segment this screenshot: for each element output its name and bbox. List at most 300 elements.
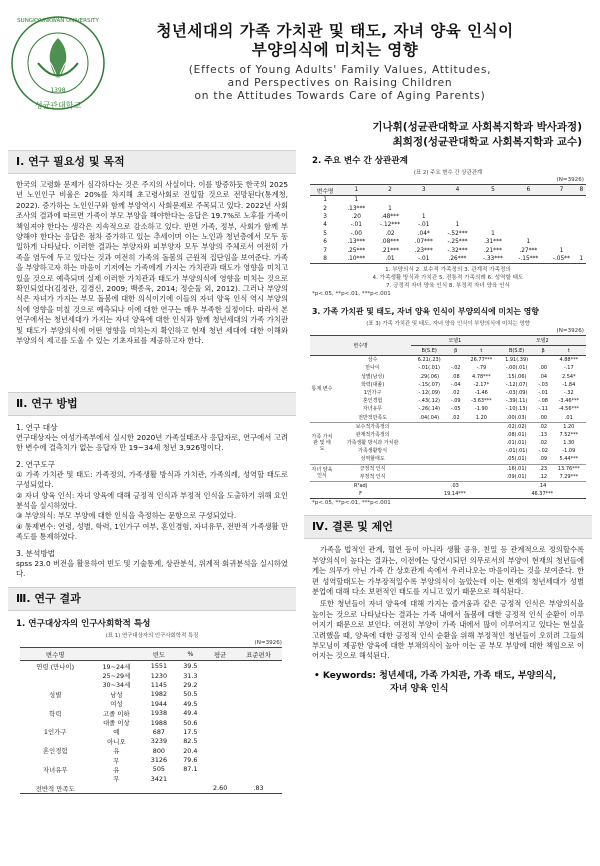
- keywords: [304, 670, 592, 696]
- table-3-cell: 4.88***: [559, 357, 579, 364]
- table-1-cell: [235, 765, 282, 774]
- table-3-subheader: β: [535, 346, 552, 356]
- table-3-cell: -.32: [563, 389, 574, 396]
- table-1-cell: 25~29세: [102, 672, 131, 681]
- table-2-caption: (표 2) 주요 변수 간 상관관계: [413, 170, 483, 176]
- table-2-row: [310, 204, 586, 212]
- table-2-cell: .08***: [381, 239, 399, 246]
- table-2-header: 변수명: [310, 185, 340, 196]
- table-3-cell: -.09: [450, 398, 461, 405]
- method-sub-2-item-3: ③ 부양의식: 부모 부양에 대한 인식을 측정하는 문항으로 구성되었다.: [16, 511, 237, 521]
- method-sub-1-body: 연구대상자는 여성가족부에서 실시한 2020년 가족실태조사 응답자로, 연구에서 고려한 변수에 결측치가 없는 응답자 만 19~34세 청년 3,926명이다.: [16, 433, 288, 453]
- table-3-row: [310, 405, 586, 413]
- table-3-cell: 1.91(.39): [505, 357, 529, 364]
- table-1-cell: 자녀유무: [42, 765, 68, 774]
- table-1-cell: [235, 727, 282, 736]
- seal-icon: [8, 8, 108, 118]
- table-3-f-value: 46.37***: [499, 490, 586, 499]
- table-2-cell: 1: [559, 247, 564, 254]
- table-3-cell: -1.90: [474, 406, 488, 413]
- table-2-cell: 3: [323, 213, 327, 220]
- results-sub-2: 2. 주요 변수 간 상관관계: [312, 156, 408, 166]
- table-2-cell: [577, 204, 586, 212]
- table-3-cell: -.00(.01): [505, 365, 528, 372]
- table-2-cell: 1: [388, 205, 392, 212]
- table-2-cell: -.52***: [447, 230, 468, 237]
- table-3-cell: -.05: [450, 406, 461, 413]
- svg-text:성균관대학교: 성균관대학교: [34, 101, 82, 110]
- section-1-heading: Ⅰ. 연구 필요성 및 목적: [8, 150, 296, 174]
- table-2-cell: [546, 213, 577, 221]
- table-3-cell: [411, 439, 447, 447]
- keywords-line-1: 청년세대, 가족 가치관, 가족 태도, 부양의식,: [379, 670, 557, 681]
- table-1-cell: 20.4: [183, 746, 198, 755]
- table-3-cell: .02: [539, 440, 548, 447]
- table-3-cell: 성별(남성): [360, 373, 385, 380]
- table-3-cell: -.04: [450, 381, 461, 388]
- results-sub-1: 1. 연구대상자의 인구사회학적 특성: [16, 619, 151, 630]
- table-2-cell: -.01: [418, 222, 430, 229]
- table-1-cell: [235, 671, 282, 680]
- table-1-cell: 30~34세: [102, 681, 131, 690]
- table-3-row: [310, 373, 586, 381]
- table-2-cell: [475, 196, 510, 205]
- table-1-cell: 800: [152, 746, 165, 755]
- table-2-note-2: 4. 가족생활 방식과 가치관 5. 전통적 가족의례 6. 성역할 태도: [372, 275, 524, 282]
- table-3-row: [310, 431, 586, 439]
- keywords-label: Keywords:: [322, 670, 377, 681]
- table-2-cell: [408, 204, 440, 212]
- table-1-cell: [20, 699, 90, 708]
- table-2-cell: [577, 238, 586, 246]
- table-3-cell: .00: [539, 414, 548, 421]
- table-3-cell: -2.17*: [473, 381, 490, 388]
- table-2-row: [310, 213, 586, 221]
- table-1-cell: 39.5: [183, 662, 198, 671]
- table-1-n: (N=3926): [254, 640, 282, 647]
- table-3-cell: .04(.04): [419, 414, 440, 421]
- table-1-caption: (표 1) 연구대상자의 인구사회학적 특징: [105, 633, 199, 640]
- table-1-cell: [235, 690, 282, 699]
- table-2-cell: .23***: [414, 247, 433, 254]
- table-2-cell: [577, 196, 586, 205]
- table-2-row: [310, 230, 586, 238]
- table-1-header: 표준편차: [235, 648, 282, 661]
- table-1-cell: [205, 718, 235, 727]
- table-3-cell: .00: [539, 365, 548, 372]
- table-1-cell: [235, 708, 282, 717]
- table-3-subheader: t: [464, 346, 498, 356]
- table-1-cell: [235, 661, 282, 671]
- table-1-cell: 82.5: [183, 737, 198, 746]
- table-3-cell: .13: [539, 431, 548, 438]
- table-2-cell: -.00: [350, 230, 362, 237]
- table-3-cell: 상수: [367, 357, 378, 364]
- table-2-header: 2: [372, 185, 407, 196]
- table-1-cell: 학력: [49, 709, 62, 718]
- table-3-r2-value: .14: [499, 481, 586, 490]
- table-1-cell: 연령 (만나이): [36, 662, 75, 671]
- table-2-cell: 1: [491, 230, 495, 237]
- table-1-cell: [235, 774, 282, 783]
- table-2-header: 6: [511, 185, 546, 196]
- title-en-line-3: on the Attitudes Towards Care of Aging Parents): [194, 90, 486, 102]
- table-3-cell: [447, 439, 464, 447]
- table-3-cell: 2.54*: [561, 373, 576, 380]
- method-sub-2: 2. 연구도구: [16, 459, 56, 469]
- table-3-cell: -.08: [538, 398, 548, 405]
- table-3-cell: [464, 464, 498, 473]
- right-column: [304, 150, 592, 696]
- table-3-cell: 1.20: [552, 422, 586, 431]
- table-2-cell: 8: [310, 255, 340, 264]
- table-1: [20, 647, 282, 793]
- table-2-cell: 4: [323, 222, 327, 229]
- table-3-cell: -.12(.09): [418, 389, 440, 396]
- table-3-f-label: F: [310, 490, 411, 499]
- table-3-r2-value: .03: [411, 481, 498, 490]
- table-1-cell: 1인가구: [43, 728, 67, 737]
- table-1-cell: [205, 765, 235, 774]
- table-1-cell: 49.4: [183, 709, 198, 718]
- table-3-row: [310, 473, 586, 482]
- author-1: 기나휘(성균관대학교 사회복지학과 박사과정): [372, 121, 582, 133]
- table-2-cell: .13***: [347, 239, 366, 246]
- table-1-cell: 아니오: [107, 737, 126, 746]
- table-3-cell: .23: [535, 464, 552, 473]
- table-1-cell: 3126: [150, 756, 168, 765]
- table-2-cell: [577, 213, 586, 221]
- table-3-group-label: 통제 변수: [311, 385, 333, 392]
- table-2-header: 8: [577, 185, 586, 196]
- table-3-f-value: 19.14***: [411, 490, 498, 499]
- table-2-row: [310, 246, 586, 254]
- table-3-cell: -.11: [538, 406, 548, 413]
- title-en-line-1: (Effects of Young Adults' Family Values, Attitudes,: [188, 64, 492, 76]
- table-1-row: [20, 774, 282, 783]
- table-3-cell: -.17: [563, 365, 574, 372]
- table-1-cell: 1551: [150, 662, 168, 671]
- table-2-cell: -.15***: [511, 255, 546, 264]
- poster-title-korean: [110, 22, 560, 60]
- method-sub-1: 1. 연구 대상: [16, 423, 58, 432]
- table-1-cell: 유: [113, 747, 120, 756]
- table-3-cell: [464, 455, 498, 464]
- table-3-cell: .16(.01): [499, 464, 535, 473]
- table-2-note-3: 7. 긍정적 자녀 양육 인식 8. 부정적 자녀 양육 인식: [386, 283, 510, 290]
- section-3-heading: Ⅲ. 연구 결과: [8, 587, 296, 611]
- table-2-cell: -.33***: [475, 255, 510, 264]
- table-2-cell: 6: [323, 239, 327, 246]
- table-2-cell: 1: [577, 255, 586, 264]
- table-3-cell: -.79: [476, 365, 487, 372]
- table-3-subheader: t: [552, 346, 586, 356]
- table-3-cell: .12: [539, 473, 548, 480]
- table-1-header: 평균: [205, 648, 235, 661]
- table-1-cell: 87.1: [183, 765, 198, 774]
- table-3-cell: -.43(.12): [418, 398, 440, 405]
- table-3: [310, 335, 586, 499]
- table-2-cell: 1: [526, 239, 531, 246]
- table-1-cell: 여성: [110, 700, 123, 709]
- table-1-cell: [20, 755, 90, 764]
- table-3-cell: 성역할태도: [360, 456, 385, 463]
- table-2-header: 7: [546, 185, 577, 196]
- table-1-cell: 1938: [150, 709, 168, 718]
- table-2-cell: .27***: [519, 247, 538, 254]
- table-2-cell: [511, 213, 546, 221]
- table-1-cell: 대졸 이상: [103, 719, 130, 727]
- table-3-cell: 13.76***: [552, 464, 586, 473]
- poster-title-english: [110, 64, 570, 103]
- table-2-cell: [440, 204, 475, 212]
- table-3-subheader: B(S.E): [499, 346, 535, 356]
- table-1-cell: [235, 737, 282, 746]
- table-1-cell: [205, 699, 235, 708]
- table-2-cell: 1: [354, 197, 359, 204]
- table-3-cell: 관계적가족정의: [355, 431, 390, 438]
- table-1-cell: 전반적 만족도: [20, 784, 90, 794]
- method-sub-3: 3. 분석방법: [16, 548, 56, 558]
- table-3-cell: [411, 473, 447, 482]
- table-3-cell: 전반적만족도: [358, 414, 388, 421]
- table-3-cell: -.26(.14): [418, 406, 440, 413]
- table-3-cell: -4.56***: [558, 406, 580, 413]
- table-3-cell: 1인가구: [363, 389, 382, 396]
- table-2-cell: 2: [323, 205, 327, 212]
- table-1-cell: [235, 755, 282, 764]
- table-1-cell: 1982: [150, 690, 168, 699]
- author-2: 최희정(성균관대학교 사회복지학과 교수): [392, 136, 582, 148]
- table-3-cell: -.12(.07): [505, 381, 528, 388]
- table-3-cell: -.02: [450, 365, 461, 372]
- table-3-row: [310, 397, 586, 405]
- table-3-cell: 1.30: [563, 440, 575, 447]
- table-2-cell: 5: [323, 230, 327, 237]
- table-3-cell: 4.78***: [472, 373, 491, 380]
- table-1-cell: 3421: [150, 774, 168, 783]
- table-1-cell: [205, 661, 235, 671]
- table-3-cell: 7.52***: [559, 431, 579, 438]
- table-3-row: [310, 356, 586, 365]
- table-1-cell: 무: [113, 775, 120, 784]
- table-2-cell: [577, 230, 586, 238]
- table-2-cell: [440, 213, 475, 221]
- table-3-cell: .02: [451, 389, 460, 396]
- table-3-cell: -.15(.07): [418, 381, 440, 388]
- table-2-cell: [475, 204, 510, 212]
- poster-header: [0, 0, 600, 148]
- table-3-cell: [464, 431, 498, 439]
- table-1-cell: 무: [113, 756, 120, 765]
- table-3-cell: [464, 439, 498, 447]
- table-1-row: [20, 699, 282, 708]
- table-3-cell: -.01(.01): [418, 365, 440, 372]
- table-3-cell: -.03(.09): [505, 389, 528, 396]
- table-1-cell: [142, 784, 175, 794]
- table-1-cell: [20, 718, 90, 727]
- table-1-cell: 17.5: [183, 727, 198, 736]
- table-1-cell: [175, 774, 205, 783]
- table-1-cell: 50.6: [183, 718, 198, 727]
- table-1-cell: [235, 680, 282, 689]
- table-1-cell: [175, 784, 205, 794]
- table-1-cell: [205, 680, 235, 689]
- table-3-cell: [447, 356, 464, 365]
- table-1-row: [20, 690, 282, 699]
- table-2-cell: 1: [421, 213, 426, 220]
- title-ko-line-1: 청년세대의 가족 가치관 및 태도, 자녀 양육 인식이: [156, 22, 514, 40]
- table-1-cell: 성별: [49, 690, 62, 699]
- section-4-heading: Ⅳ. 결론 및 제언: [304, 515, 592, 539]
- table-2-cell: [546, 204, 577, 212]
- table-1-cell: 1145: [150, 680, 168, 689]
- table-1-cell: 2.60: [205, 784, 235, 794]
- table-3-cell: .01: [564, 414, 573, 421]
- table-2-row: [310, 196, 586, 205]
- table-1-row: [20, 755, 282, 764]
- table-3-cell: [411, 455, 447, 464]
- table-3-cell: -3.46***: [558, 398, 580, 405]
- left-column: [8, 150, 296, 794]
- university-logo: [8, 8, 108, 118]
- svg-text:1398: 1398: [50, 87, 66, 94]
- table-3-cell: .15(.06): [506, 373, 527, 380]
- table-2-row: [310, 238, 586, 246]
- table-1-row: [20, 708, 282, 717]
- table-3-cell: -.01(.01): [505, 448, 528, 455]
- table-1-cell: 50.5: [183, 690, 198, 699]
- table-3-group-label: 가족 가치관 및 태도: [310, 422, 334, 464]
- table-1-cell: 고졸 이하: [103, 709, 130, 718]
- table-2-cell: .20: [351, 213, 361, 220]
- table-1-row: [20, 718, 282, 727]
- table-2-cell: .48***: [381, 213, 399, 220]
- table-3-cell: 혼인경험: [362, 398, 383, 405]
- table-2-header: 1: [340, 185, 372, 196]
- table-3-r2-label: R²adj: [310, 481, 411, 490]
- table-2-cell: [511, 230, 546, 238]
- table-2-cell: [546, 221, 577, 229]
- table-2-cell: [546, 238, 577, 246]
- table-2-header: 3: [408, 185, 440, 196]
- table-2-cell: .07***: [414, 239, 433, 246]
- table-1-cell: 31.3: [183, 671, 198, 680]
- table-3-cell: 부정적 인식: [359, 473, 386, 480]
- table-1-cell: [235, 718, 282, 727]
- table-1-cell: 49.5: [183, 699, 198, 708]
- table-2-cell: 1: [455, 222, 460, 229]
- table-1-header: 변수명: [20, 648, 90, 661]
- table-3-row: [310, 389, 586, 397]
- table-3-cell: .02: [451, 414, 460, 421]
- table-3-cell: -.10(.13): [505, 406, 528, 413]
- table-2-note-1: 1. 부양의식 2. 보수적 가족정의 3. 관계적 가족정의: [385, 267, 511, 274]
- table-3-cell: 가족생활 방식과 가치관: [346, 440, 399, 447]
- table-3-cell: .02: [535, 422, 552, 431]
- table-1-cell: [20, 737, 90, 746]
- table-1-cell: [205, 671, 235, 680]
- table-3-cell: [535, 356, 552, 365]
- table-3-cell: -1.09: [562, 448, 576, 455]
- table-3-cell: -1.46: [474, 389, 488, 396]
- table-3-model-1-header: 모델1: [411, 336, 498, 346]
- method-sub-2-item-4: ④ 통제변수: 연령, 성별, 학력, 1인가구 여부, 혼인경험, 자녀유무, 전반적 가족생활 만족도를 통제하였다.: [16, 521, 288, 542]
- table-3-cell: .29(.06): [419, 373, 440, 380]
- table-1-cell: 예: [113, 728, 120, 737]
- table-2-header: 4: [440, 185, 475, 196]
- table-3-cell: .08(.01): [506, 431, 527, 438]
- table-3-cell: [447, 447, 464, 455]
- table-3-cell: [411, 422, 447, 431]
- table-2-cell: -.01: [408, 255, 440, 264]
- table-2-row: [310, 221, 586, 229]
- table-3-cell: -3.63***: [471, 398, 492, 405]
- table-3-cell: 7.29***: [559, 473, 579, 480]
- table-3-cell: [464, 422, 498, 431]
- table-3-n: (N=3926): [556, 328, 584, 335]
- table-1-cell: [235, 746, 282, 755]
- table-1-header: 빈도: [142, 648, 175, 661]
- conclusion-paragraph-1: 가족을 법적인 관계, 혈연 등이 아니라 생활 공유, 친밀 등 관계적으로 정의할수록 부양의식이 높다는 결과는, 이전에는 당연시되던 의무로서의 부양이 현재의 청년들에게는 의무가 아닌 가족 간 상호관계 속에서 우러나오는 마음이라는 것을 보여준다. 한편 성역할태도는 가부장적일수록 부양의식이 높았는데 이는 현재의 청년세대가 성별분업에 대해 다소 보편적인 태도를 지니고 있기 때문으로 해석된다.: [312, 545, 584, 596]
- table-3-cell: 긍정적 인식: [334, 464, 411, 473]
- table-1-cell: 19~24세: [102, 662, 131, 671]
- table-2-cell: .31***: [483, 239, 502, 246]
- table-1-cell: 남성: [110, 690, 123, 699]
- author-list: [372, 120, 582, 150]
- table-2-cell: -.32***: [447, 247, 468, 254]
- table-3-row: [310, 364, 586, 372]
- table-1-cell: 유: [113, 765, 120, 774]
- table-1-row: [20, 680, 282, 689]
- table-3-r2-row: [310, 481, 586, 490]
- table-1-cell: .83: [235, 784, 282, 794]
- table-2-cell: 1: [323, 197, 327, 204]
- table-3-cell: [447, 464, 464, 473]
- table-2-header: 5: [475, 185, 510, 196]
- table-1-cell: 29.2: [183, 680, 198, 689]
- table-1-cell: 3239: [150, 737, 168, 746]
- table-2-cell: [511, 204, 546, 212]
- method-sub-2-item-2: ② 자녀 양육 인식: 자녀 양육에 대해 긍정적 인식과 부정적 인식을 도출하기 위해 요인분석을 실시하였다.: [16, 490, 288, 511]
- table-2-cell: .13***: [347, 205, 366, 212]
- table-1-row: [20, 784, 282, 794]
- table-1-row: [20, 727, 282, 736]
- table-3-row: [310, 381, 586, 389]
- table-3-cell: .08: [451, 373, 460, 380]
- table-1-cell: [205, 774, 235, 783]
- results-sub-3: 3. 가족 가치관 및 태도, 자녀 양육 인식이 부양의식에 미치는 영향: [312, 307, 539, 317]
- table-3-group-label: 자녀 양육 인식: [310, 464, 334, 481]
- table-2-cell: .26***: [440, 255, 475, 264]
- table-3-row: [310, 447, 586, 455]
- table-3-cell: [447, 473, 464, 482]
- table-3-cell: -1.84: [562, 381, 576, 388]
- table-1-cell: 혼인경험: [42, 747, 68, 756]
- table-1-cell: [205, 690, 235, 699]
- table-2-cell: [440, 196, 475, 205]
- table-1-cell: 1944: [150, 699, 168, 708]
- table-3-cell: 보수적가족정의: [334, 422, 411, 431]
- conclusion-paragraph-2: 또한 청년들이 자녀 양육에 대해 가지는 즐거움과 같은 긍정적 인식은 부양의식을 높이는 것으로 나타났다는 결과는 가족 내에서 돌봄에 대한 긍정적 인식 순환이 이루어지기 때문으로 보인다. 여전히 부양이 가족 내에서 많이 이루어지고 있다는 현실을 고려했을 때, 양육에 대한 긍정적 인식 순환을 위해 부정적인 청년들이 오히려 그들의 부모님이 제공한 양육에 대한 부채의식이 높아 이는 곧 부모 부양에 대한 책임으로 이어지는 것으로 해석된다.: [312, 599, 584, 661]
- table-3-cell: [447, 422, 464, 431]
- table-3-cell: [447, 431, 464, 439]
- table-2-cell: .21***: [381, 247, 399, 254]
- table-2-cell: .02: [385, 230, 395, 237]
- table-3-cell: .04: [539, 373, 548, 380]
- table-3-row: [310, 464, 586, 473]
- table-2-cell: -.01: [350, 222, 362, 229]
